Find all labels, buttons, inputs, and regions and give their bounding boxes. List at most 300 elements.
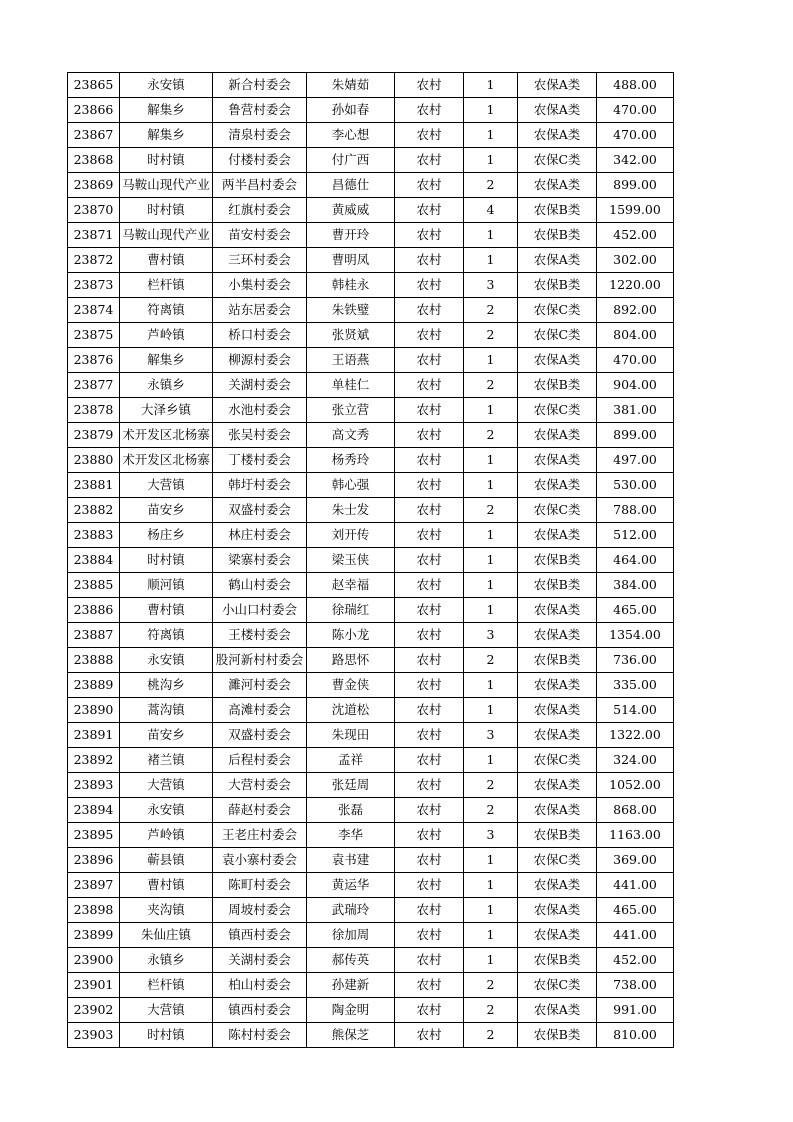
area-cell: 农村 (395, 148, 464, 173)
id-cell: 23867 (68, 123, 120, 148)
amount-cell: 470.00 (597, 348, 674, 373)
village-cell: 鲁营村委会 (213, 98, 307, 123)
area-cell: 农村 (395, 723, 464, 748)
name-cell: 赵幸福 (307, 573, 395, 598)
category-cell: 农保A类 (518, 798, 597, 823)
village-cell: 镇西村委会 (213, 998, 307, 1023)
town-cell: 顺河镇 (120, 573, 213, 598)
id-cell: 23892 (68, 748, 120, 773)
category-cell: 农保A类 (518, 73, 597, 98)
table-row (68, 98, 674, 123)
category-cell: 农保C类 (518, 748, 597, 773)
table-row (68, 473, 674, 498)
town-cell: 大泽乡镇 (120, 398, 213, 423)
name-cell: 张立营 (307, 398, 395, 423)
table-row (68, 498, 674, 523)
name-cell: 郝传英 (307, 948, 395, 973)
area-cell: 农村 (395, 648, 464, 673)
category-cell: 农保A类 (518, 698, 597, 723)
amount-cell: 381.00 (597, 398, 674, 423)
category-cell: 农保A类 (518, 598, 597, 623)
table-row (68, 123, 674, 148)
town-cell: 大营镇 (120, 773, 213, 798)
town-cell: 永安镇 (120, 648, 213, 673)
village-cell: 陈町村委会 (213, 873, 307, 898)
table-row (68, 198, 674, 223)
table-row (68, 998, 674, 1023)
village-cell: 股河新村村委会 (213, 648, 307, 673)
count-cell: 1 (464, 898, 518, 923)
id-cell: 23873 (68, 273, 120, 298)
name-cell: 陈小龙 (307, 623, 395, 648)
area-cell: 农村 (395, 923, 464, 948)
id-cell: 23898 (68, 898, 120, 923)
name-cell: 朱婧茹 (307, 73, 395, 98)
town-cell: 曹村镇 (120, 248, 213, 273)
town-cell: 马鞍山现代产业 (120, 223, 213, 248)
town-cell: 蒿沟镇 (120, 698, 213, 723)
amount-cell: 530.00 (597, 473, 674, 498)
name-cell: 刘开传 (307, 523, 395, 548)
area-cell: 农村 (395, 73, 464, 98)
category-cell: 农保B类 (518, 373, 597, 398)
amount-cell: 736.00 (597, 648, 674, 673)
amount-cell: 892.00 (597, 298, 674, 323)
count-cell: 2 (464, 173, 518, 198)
table-row (68, 798, 674, 823)
area-cell: 农村 (395, 123, 464, 148)
category-cell: 农保C类 (518, 148, 597, 173)
category-cell: 农保C类 (518, 398, 597, 423)
count-cell: 1 (464, 748, 518, 773)
table-row (68, 823, 674, 848)
town-cell: 永安镇 (120, 73, 213, 98)
category-cell: 农保C类 (518, 973, 597, 998)
amount-cell: 452.00 (597, 948, 674, 973)
table-row (68, 648, 674, 673)
village-cell: 两半昌村委会 (213, 173, 307, 198)
id-cell: 23882 (68, 498, 120, 523)
area-cell: 农村 (395, 173, 464, 198)
village-cell: 濉河村委会 (213, 673, 307, 698)
table-row (68, 523, 674, 548)
amount-cell: 342.00 (597, 148, 674, 173)
name-cell: 路思怀 (307, 648, 395, 673)
id-cell: 23870 (68, 198, 120, 223)
id-cell: 23885 (68, 573, 120, 598)
count-cell: 1 (464, 98, 518, 123)
name-cell: 黄运华 (307, 873, 395, 898)
village-cell: 付楼村委会 (213, 148, 307, 173)
name-cell: 曹开玲 (307, 223, 395, 248)
area-cell: 农村 (395, 573, 464, 598)
village-cell: 清泉村委会 (213, 123, 307, 148)
town-cell: 杨庄乡 (120, 523, 213, 548)
town-cell: 桃沟乡 (120, 673, 213, 698)
table-row (68, 248, 674, 273)
id-cell: 23902 (68, 998, 120, 1023)
area-cell: 农村 (395, 623, 464, 648)
town-cell: 苗安乡 (120, 723, 213, 748)
area-cell: 农村 (395, 898, 464, 923)
table-row (68, 548, 674, 573)
category-cell: 农保B类 (518, 823, 597, 848)
village-cell: 柳源村委会 (213, 348, 307, 373)
village-cell: 张吴村委会 (213, 423, 307, 448)
amount-cell: 497.00 (597, 448, 674, 473)
table-row (68, 923, 674, 948)
town-cell: 术开发区北杨寨 (120, 423, 213, 448)
table-row (68, 948, 674, 973)
table-row (68, 748, 674, 773)
id-cell: 23875 (68, 323, 120, 348)
category-cell: 农保B类 (518, 573, 597, 598)
village-cell: 站东居委会 (213, 298, 307, 323)
town-cell: 永镇乡 (120, 948, 213, 973)
town-cell: 时村镇 (120, 548, 213, 573)
name-cell: 孙建新 (307, 973, 395, 998)
count-cell: 2 (464, 773, 518, 798)
amount-cell: 452.00 (597, 223, 674, 248)
name-cell: 袁书建 (307, 848, 395, 873)
name-cell: 张磊 (307, 798, 395, 823)
amount-cell: 788.00 (597, 498, 674, 523)
table-row (68, 698, 674, 723)
area-cell: 农村 (395, 448, 464, 473)
amount-cell: 899.00 (597, 423, 674, 448)
amount-cell: 488.00 (597, 73, 674, 98)
table-row (68, 448, 674, 473)
town-cell: 永安镇 (120, 798, 213, 823)
id-cell: 23901 (68, 973, 120, 998)
count-cell: 1 (464, 948, 518, 973)
town-cell: 夹沟镇 (120, 898, 213, 923)
count-cell: 2 (464, 323, 518, 348)
village-cell: 王楼村委会 (213, 623, 307, 648)
amount-cell: 470.00 (597, 123, 674, 148)
amount-cell: 302.00 (597, 248, 674, 273)
area-cell: 农村 (395, 523, 464, 548)
town-cell: 解集乡 (120, 98, 213, 123)
town-cell: 符离镇 (120, 298, 213, 323)
amount-cell: 1052.00 (597, 773, 674, 798)
amount-cell: 465.00 (597, 598, 674, 623)
table-row (68, 173, 674, 198)
id-cell: 23903 (68, 1023, 120, 1048)
village-cell: 镇西村委会 (213, 923, 307, 948)
table-row (68, 623, 674, 648)
village-cell: 苗安村委会 (213, 223, 307, 248)
area-cell: 农村 (395, 673, 464, 698)
town-cell: 朱仙庄镇 (120, 923, 213, 948)
table-row (68, 1023, 674, 1048)
id-cell: 23896 (68, 848, 120, 873)
name-cell: 陶金明 (307, 998, 395, 1023)
name-cell: 韩桂永 (307, 273, 395, 298)
id-cell: 23893 (68, 773, 120, 798)
village-cell: 红旗村委会 (213, 198, 307, 223)
category-cell: 农保A类 (518, 448, 597, 473)
area-cell: 农村 (395, 248, 464, 273)
name-cell: 王语燕 (307, 348, 395, 373)
count-cell: 1 (464, 673, 518, 698)
category-cell: 农保A类 (518, 123, 597, 148)
category-cell: 农保B类 (518, 648, 597, 673)
count-cell: 1 (464, 123, 518, 148)
count-cell: 1 (464, 698, 518, 723)
name-cell: 李华 (307, 823, 395, 848)
id-cell: 23891 (68, 723, 120, 748)
table-row (68, 148, 674, 173)
category-cell: 农保A类 (518, 898, 597, 923)
village-cell: 大营村委会 (213, 773, 307, 798)
village-cell: 高滩村委会 (213, 698, 307, 723)
category-cell: 农保C类 (518, 323, 597, 348)
id-cell: 23883 (68, 523, 120, 548)
name-cell: 朱铁璧 (307, 298, 395, 323)
id-cell: 23878 (68, 398, 120, 423)
id-cell: 23869 (68, 173, 120, 198)
name-cell: 李心想 (307, 123, 395, 148)
town-cell: 栏杆镇 (120, 973, 213, 998)
id-cell: 23899 (68, 923, 120, 948)
name-cell: 曹明凤 (307, 248, 395, 273)
town-cell: 大营镇 (120, 473, 213, 498)
table-row (68, 373, 674, 398)
area-cell: 农村 (395, 373, 464, 398)
table-row (68, 273, 674, 298)
table-row (68, 398, 674, 423)
table-row (68, 223, 674, 248)
village-cell: 关湖村委会 (213, 948, 307, 973)
village-cell: 柏山村委会 (213, 973, 307, 998)
name-cell: 付广西 (307, 148, 395, 173)
town-cell: 永镇乡 (120, 373, 213, 398)
area-cell: 农村 (395, 298, 464, 323)
id-cell: 23886 (68, 598, 120, 623)
id-cell: 23887 (68, 623, 120, 648)
category-cell: 农保A类 (518, 173, 597, 198)
category-cell: 农保A类 (518, 348, 597, 373)
village-cell: 小集村委会 (213, 273, 307, 298)
count-cell: 1 (464, 873, 518, 898)
id-cell: 23894 (68, 798, 120, 823)
name-cell: 熊保芝 (307, 1023, 395, 1048)
id-cell: 23876 (68, 348, 120, 373)
town-cell: 符离镇 (120, 623, 213, 648)
count-cell: 1 (464, 848, 518, 873)
amount-cell: 904.00 (597, 373, 674, 398)
village-cell: 三环村委会 (213, 248, 307, 273)
category-cell: 农保A类 (518, 523, 597, 548)
category-cell: 农保B类 (518, 1023, 597, 1048)
count-cell: 1 (464, 548, 518, 573)
table-row (68, 848, 674, 873)
name-cell: 单桂仁 (307, 373, 395, 398)
village-cell: 袁小寨村委会 (213, 848, 307, 873)
name-cell: 梁玉侠 (307, 548, 395, 573)
amount-cell: 369.00 (597, 848, 674, 873)
count-cell: 1 (464, 448, 518, 473)
amount-cell: 810.00 (597, 1023, 674, 1048)
village-cell: 梁寨村委会 (213, 548, 307, 573)
id-cell: 23871 (68, 223, 120, 248)
amount-cell: 738.00 (597, 973, 674, 998)
id-cell: 23874 (68, 298, 120, 323)
count-cell: 1 (464, 473, 518, 498)
count-cell: 2 (464, 798, 518, 823)
amount-cell: 441.00 (597, 873, 674, 898)
name-cell: 张廷周 (307, 773, 395, 798)
count-cell: 1 (464, 248, 518, 273)
id-cell: 23888 (68, 648, 120, 673)
id-cell: 23879 (68, 423, 120, 448)
village-cell: 后程村委会 (213, 748, 307, 773)
table-row (68, 298, 674, 323)
table-row (68, 898, 674, 923)
area-cell: 农村 (395, 223, 464, 248)
id-cell: 23866 (68, 98, 120, 123)
table-row (68, 598, 674, 623)
count-cell: 1 (464, 223, 518, 248)
category-cell: 农保A类 (518, 473, 597, 498)
id-cell: 23900 (68, 948, 120, 973)
village-cell: 薛赵村委会 (213, 798, 307, 823)
table-row (68, 673, 674, 698)
name-cell: 黄威威 (307, 198, 395, 223)
town-cell: 苗安乡 (120, 498, 213, 523)
village-cell: 小山口村委会 (213, 598, 307, 623)
table-row (68, 973, 674, 998)
amount-cell: 1599.00 (597, 198, 674, 223)
amount-cell: 1322.00 (597, 723, 674, 748)
amount-cell: 335.00 (597, 673, 674, 698)
village-cell: 王老庄村委会 (213, 823, 307, 848)
category-cell: 农保B类 (518, 548, 597, 573)
area-cell: 农村 (395, 748, 464, 773)
table-row (68, 723, 674, 748)
area-cell: 农村 (395, 348, 464, 373)
count-cell: 1 (464, 573, 518, 598)
count-cell: 2 (464, 498, 518, 523)
category-cell: 农保A类 (518, 423, 597, 448)
village-cell: 双盛村委会 (213, 723, 307, 748)
amount-cell: 512.00 (597, 523, 674, 548)
name-cell: 武瑞玲 (307, 898, 395, 923)
town-cell: 曹村镇 (120, 873, 213, 898)
count-cell: 2 (464, 648, 518, 673)
count-cell: 2 (464, 373, 518, 398)
amount-cell: 464.00 (597, 548, 674, 573)
area-cell: 农村 (395, 1023, 464, 1048)
village-cell: 丁楼村委会 (213, 448, 307, 473)
id-cell: 23897 (68, 873, 120, 898)
name-cell: 朱士发 (307, 498, 395, 523)
id-cell: 23890 (68, 698, 120, 723)
village-cell: 水池村委会 (213, 398, 307, 423)
village-cell: 韩圩村委会 (213, 473, 307, 498)
table-row (68, 573, 674, 598)
count-cell: 1 (464, 348, 518, 373)
count-cell: 1 (464, 598, 518, 623)
category-cell: 农保C类 (518, 298, 597, 323)
count-cell: 2 (464, 298, 518, 323)
name-cell: 张贤斌 (307, 323, 395, 348)
count-cell: 2 (464, 998, 518, 1023)
category-cell: 农保C类 (518, 848, 597, 873)
amount-cell: 384.00 (597, 573, 674, 598)
id-cell: 23895 (68, 823, 120, 848)
id-cell: 23877 (68, 373, 120, 398)
amount-cell: 470.00 (597, 98, 674, 123)
area-cell: 农村 (395, 473, 464, 498)
town-cell: 蕲县镇 (120, 848, 213, 873)
category-cell: 农保C类 (518, 498, 597, 523)
table-row (68, 73, 674, 98)
town-cell: 芦岭镇 (120, 323, 213, 348)
category-cell: 农保A类 (518, 98, 597, 123)
amount-cell: 465.00 (597, 898, 674, 923)
amount-cell: 1354.00 (597, 623, 674, 648)
town-cell: 曹村镇 (120, 598, 213, 623)
amount-cell: 991.00 (597, 998, 674, 1023)
name-cell: 孟祥 (307, 748, 395, 773)
count-cell: 3 (464, 273, 518, 298)
amount-cell: 804.00 (597, 323, 674, 348)
village-cell: 桥口村委会 (213, 323, 307, 348)
category-cell: 农保A类 (518, 873, 597, 898)
area-cell: 农村 (395, 498, 464, 523)
category-cell: 农保B类 (518, 223, 597, 248)
count-cell: 1 (464, 923, 518, 948)
area-cell: 农村 (395, 998, 464, 1023)
category-cell: 农保A类 (518, 773, 597, 798)
town-cell: 时村镇 (120, 148, 213, 173)
town-cell: 术开发区北杨寨 (120, 448, 213, 473)
town-cell: 栏杆镇 (120, 273, 213, 298)
name-cell: 徐瑞红 (307, 598, 395, 623)
amount-cell: 899.00 (597, 173, 674, 198)
table-row (68, 348, 674, 373)
id-cell: 23880 (68, 448, 120, 473)
area-cell: 农村 (395, 98, 464, 123)
data-table (67, 72, 674, 1048)
amount-cell: 868.00 (597, 798, 674, 823)
count-cell: 1 (464, 73, 518, 98)
village-cell: 周坡村委会 (213, 898, 307, 923)
table-row (68, 323, 674, 348)
category-cell: 农保A类 (518, 723, 597, 748)
town-cell: 马鞍山现代产业 (120, 173, 213, 198)
count-cell: 1 (464, 148, 518, 173)
name-cell: 沈道松 (307, 698, 395, 723)
category-cell: 农保A类 (518, 998, 597, 1023)
count-cell: 2 (464, 973, 518, 998)
name-cell: 高文秀 (307, 423, 395, 448)
area-cell: 农村 (395, 773, 464, 798)
town-cell: 时村镇 (120, 198, 213, 223)
area-cell: 农村 (395, 323, 464, 348)
town-cell: 时村镇 (120, 1023, 213, 1048)
id-cell: 23884 (68, 548, 120, 573)
table-body (68, 73, 674, 1048)
category-cell: 农保A类 (518, 923, 597, 948)
id-cell: 23881 (68, 473, 120, 498)
count-cell: 2 (464, 1023, 518, 1048)
id-cell: 23889 (68, 673, 120, 698)
village-cell: 鹤山村委会 (213, 573, 307, 598)
amount-cell: 1220.00 (597, 273, 674, 298)
